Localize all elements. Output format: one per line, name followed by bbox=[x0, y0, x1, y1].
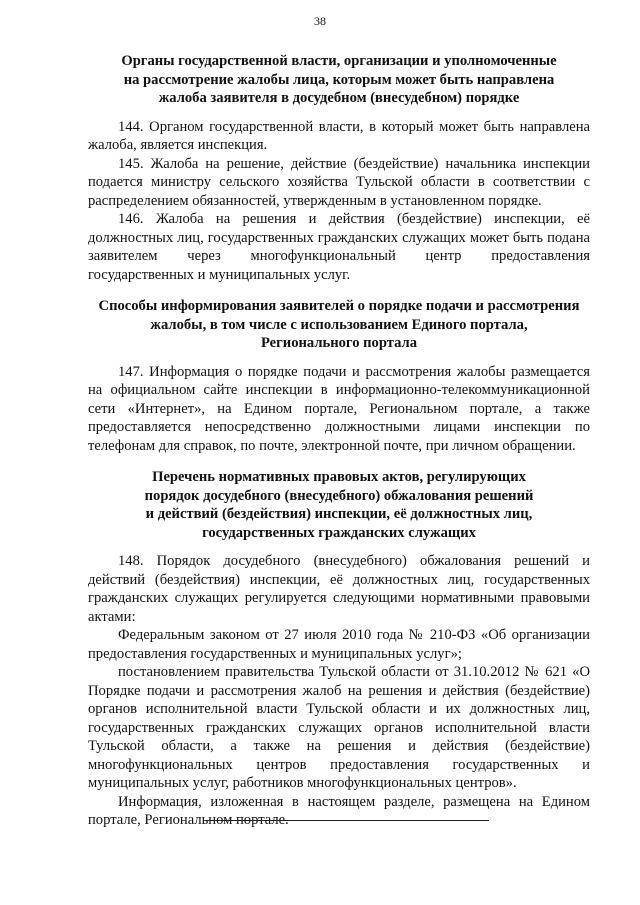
paragraph-147: 147. Информация о порядке подачи и рассмотрения жалобы размещается на официальном сайте инспекции в информационно-телекоммуникационной сети «Интернет», на Едином портале, Региональном портале, а также предоставляется непосредственно должностными лицами инспекции по телефонам для справок, по почте, электронной почте, при личном обращении. bbox=[88, 363, 590, 454]
page-number: 38 bbox=[314, 14, 326, 28]
section-heading-informing bbox=[88, 297, 590, 353]
heading-line: Регионального портала bbox=[260, 335, 418, 351]
page-content bbox=[88, 52, 590, 830]
section-heading-legal-acts bbox=[88, 468, 590, 542]
heading-line: жалобы, в том числе с использованием Единого портала, bbox=[150, 316, 528, 333]
paragraph-information-note: Информация, изложенная в настоящем разделе, размещена на Едином портале, Региональном портале. bbox=[88, 793, 590, 828]
heading-line: на рассмотрение жалобы лица, которым может быть направлена bbox=[123, 71, 555, 88]
section-heading-appeal-bodies bbox=[88, 52, 590, 108]
paragraph-146: 146. Жалоба на решения и действия (бездействие) инспекции, её должностных лиц, государственных гражданских служащих может быть подана заявителем через многофункциональный центр предоставления государственных и муниципальных услуг. bbox=[88, 211, 590, 283]
heading-line: и действий (бездействия) инспекции, её должностных лиц, bbox=[145, 506, 533, 522]
heading-line: жалоба заявителя в досудебном (внесудебном) порядке bbox=[158, 90, 520, 106]
paragraph-regional-decree: постановлением правительства Тульской области от 31.10.2012 № 621 «О Порядке подачи и рассмотрения жалоб на решения и действия (бездействие) органов исполнительной власти Тульской области и их должностных лиц, государственных гражданских служащих органов исполнительной власти Тульской области, а также на решения и действия (бездействие) многофункциональных центров предоставления государственных и муниципальных услуг, работников многофункциональных центров». bbox=[88, 664, 590, 791]
heading-line: Перечень нормативных правовых актов, регулирующих bbox=[152, 469, 526, 485]
heading-line: Способы информирования заявителей о порядке подачи и рассмотрения bbox=[98, 298, 580, 314]
paragraph-federal-law: Федеральным законом от 27 июля 2010 года № 210-ФЗ «Об организации предоставления государственных и муниципальных услуг»; bbox=[88, 627, 590, 662]
closing-rule bbox=[205, 820, 489, 821]
heading-line: Органы государственной власти, организации и уполномоченные bbox=[121, 53, 557, 69]
heading-line: государственных гражданских служащих bbox=[202, 524, 476, 541]
heading-line: порядок досудебного (внесудебного) обжалования решений bbox=[144, 487, 534, 504]
paragraph-144: 144. Органом государственной власти, в который может быть направлена жалоба, является инспекция. bbox=[88, 118, 590, 153]
paragraph-145: 145. Жалоба на решение, действие (бездействие) начальника инспекции подается министру сельского хозяйства Тульской области в соответствии с распределением обязанностей, утвержденным в установленном порядке. bbox=[88, 155, 590, 209]
paragraph-148: 148. Порядок досудебного (внесудебного) обжалования решений и действий (бездействия) инспекции, её должностных лиц, государственных гражданских служащих регулируется следующими нормативными правовыми актами: bbox=[88, 553, 590, 625]
